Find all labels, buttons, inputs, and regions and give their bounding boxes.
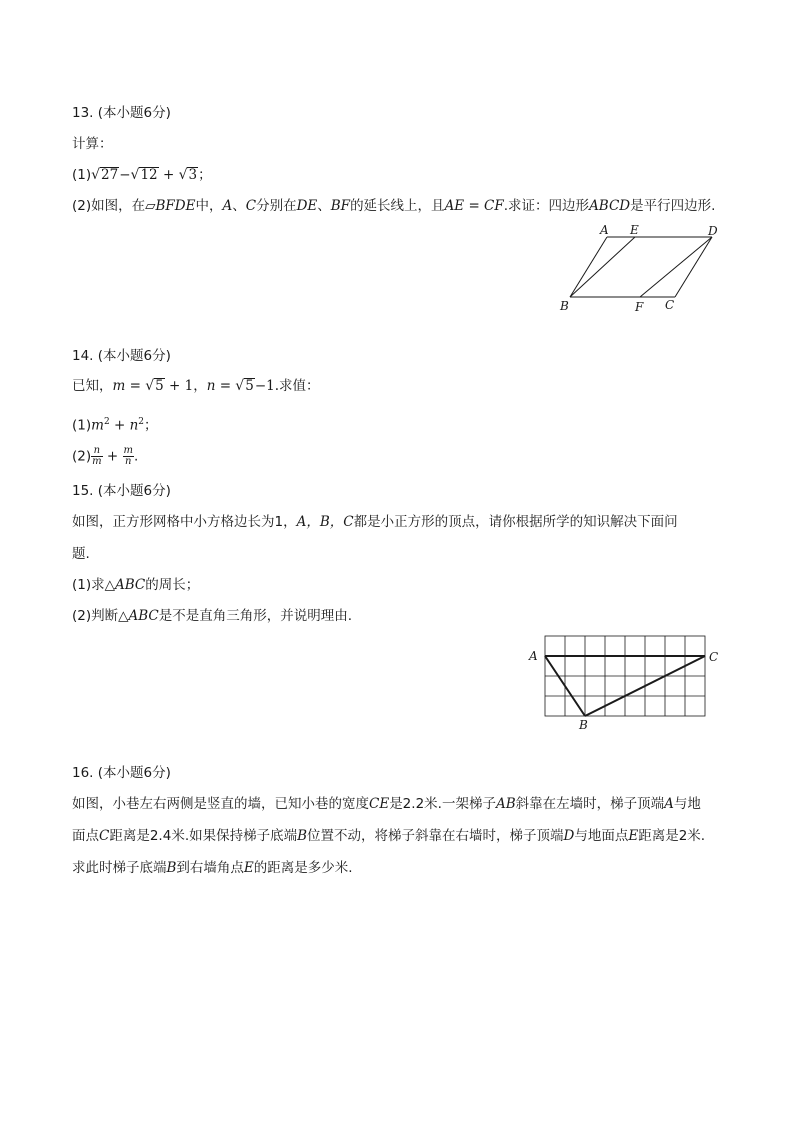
q16-text-line1: 如图，小巷左右两侧是竖直的墙，已知小巷的宽度CE是2.2米.一架梯子AB斜靠在左墙时，梯子顶端A与地: [72, 796, 701, 812]
fraction-n-over-m: $\frac{n}{m}$: [92, 445, 102, 467]
q13-part2: (2)如图，在▱BFDE中，A、C分别在DE、BF的延长线上，且AE = CF.求证：四边形ABCD是平行四边形.: [72, 198, 716, 214]
label-D: D: [708, 224, 718, 238]
q16-text-line2: 面点C距离是2.4米.如果保持梯子底端B位置不动，将梯子斜靠在右墙时，梯子顶端D与地面点E距离是2米.: [72, 828, 706, 844]
q15-header: 15. (本小题6分): [72, 483, 171, 499]
label-A: A: [600, 223, 609, 237]
q15-part2: (2)判断△ABC是不是直角三角形，并说明理由.: [72, 608, 353, 624]
fraction-m-over-n: $\frac{m}{n}$: [123, 445, 133, 467]
q14-header: 14. (本小题6分): [72, 348, 171, 364]
label-A: A: [529, 649, 538, 663]
grid-triangle-figure: [525, 630, 730, 735]
q13-header: 13. (本小题6分): [72, 105, 171, 121]
q13-intro: 计算：: [72, 136, 113, 152]
label-E: E: [630, 223, 639, 237]
q13-part1: (1)√27−√12 + √3；: [72, 167, 212, 183]
q16-header: 16. (本小题6分): [72, 765, 171, 781]
q14-part2: (2) $\frac{n}{m}$ + $\frac{m}{n}$ .: [72, 445, 139, 467]
q16-text-line3: 求此时梯子底端B到右墙角点E的距离是多少米.: [72, 860, 353, 876]
q15-text-line2: 题.: [72, 546, 90, 562]
q14-given: 已知，m = √5 + 1，n = √5−1.求值：: [72, 378, 320, 394]
q14-part1: $(1)m^2 + n^2$；: [72, 417, 158, 434]
q15-text-line1: 如图，正方形网格中小方格边长为1，A，B，C都是小正方形的顶点，请你根据所学的知识解决下面问: [72, 514, 678, 530]
parallelogram-figure: [555, 222, 730, 317]
q15-part1: (1)求△ABC的周长；: [72, 577, 200, 593]
label-C: C: [665, 298, 675, 312]
label-F: F: [635, 300, 644, 314]
label-C: C: [709, 650, 719, 664]
label-B: B: [560, 299, 569, 313]
label-B: B: [579, 718, 588, 732]
